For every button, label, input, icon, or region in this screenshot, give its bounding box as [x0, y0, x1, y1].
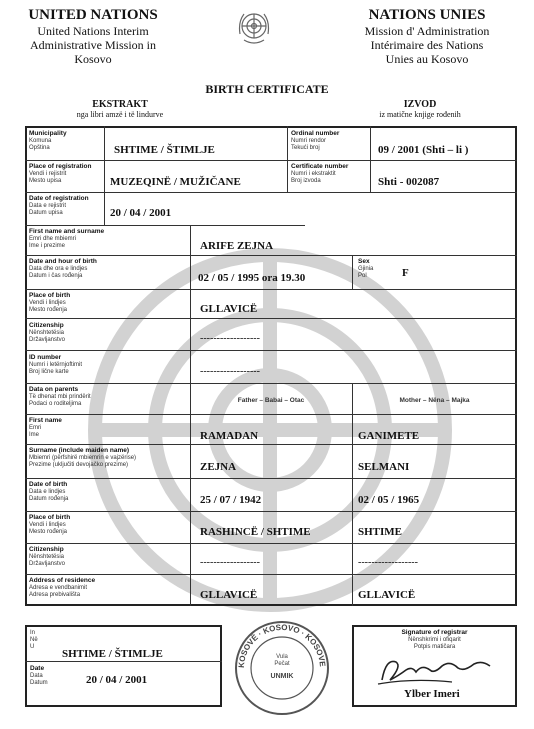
mother-citizenship: ------------------: [358, 557, 418, 568]
father-surname: ZEJNA: [200, 461, 237, 473]
issue-date-label: Date Data Datum: [30, 665, 48, 686]
father-citizenship: ------------------: [200, 557, 260, 568]
father-dob: 25 / 07 / 1942: [200, 494, 262, 506]
parent-address-label: Address of residence Adresa e vendbanimit Adresa prebivališta: [29, 577, 96, 598]
svg-text:KOSOVË · KOSOVO · KOSOVE: KOSOVË · KOSOVO · KOSOVE: [236, 622, 328, 669]
official-stamp-icon: [232, 618, 332, 718]
ekstrakt-label: EKSTRAKT nga libri amzë i të lindurve: [76, 99, 164, 119]
ordinal-value: 09 / 2001 (Shti – li ): [378, 144, 469, 156]
un-emblem-icon: [234, 8, 274, 48]
id-label: ID number Numri i letërnjoftimit Broj lične karte: [29, 354, 83, 375]
un-title-fr: NATIONS UNIES: [368, 7, 486, 23]
un-fr-line-3: Unies au Kosovo: [385, 52, 469, 66]
father-header: Father – Babai – Otac: [237, 397, 305, 404]
un-line-2: Administrative Mission in: [30, 38, 156, 52]
header-left: [18, 7, 168, 66]
municipality-label: Municipality Komuna Opština: [29, 130, 67, 151]
un-fr-line-2: Intérimaire des Nations: [370, 38, 484, 52]
certificate-value: Shti - 002087: [378, 176, 440, 188]
mother-surname: SELMANI: [358, 461, 410, 473]
parent-dob-label: Date of birth Data e lindjes Datum rođenja: [29, 481, 69, 502]
izvod-label: IZVOD iz matične knjige rođenih: [379, 99, 461, 119]
registrar-signature-icon: [372, 650, 502, 690]
document-title: BIRTH CERTIFICATE: [205, 82, 329, 96]
father-firstname: RAMADAN: [200, 430, 259, 442]
date-registration-value: 20 / 04 / 2001: [110, 207, 172, 219]
certificate-label: Certificate number Numri i ekstraktit Broj izvoda: [291, 163, 349, 184]
parent-citizenship-label: Citizenship Nënshtetësia Državljanstvo: [29, 546, 66, 567]
parent-pob-label: Place of birth Vendi i lindjes Mesto rođenja: [29, 514, 71, 535]
un-fr-line-1: Mission d' Administration: [364, 24, 490, 38]
sex-label: Sex Gjinia Pol: [358, 258, 374, 279]
date-registration-label: Date of registration Data e rejistrit Datum upisa: [29, 195, 89, 216]
sex-value: F: [402, 267, 409, 279]
name-value: ARIFE ZEJNA: [200, 240, 274, 252]
citizenship-value: ------------------: [200, 333, 260, 344]
mother-dob: 02 / 05 / 1965: [358, 494, 420, 506]
mother-pob: SHTIME: [358, 526, 403, 538]
name-label: First name and surname Emri dhe mbiemri Ime i prezime: [29, 228, 105, 249]
svg-text:Pečat: Pečat: [274, 661, 290, 667]
svg-text:Vula: Vula: [276, 654, 288, 660]
registrar-name: Ylber Imeri: [404, 688, 460, 700]
issue-place-value: SHTIME / ŠTIMLJE: [62, 648, 163, 660]
mother-firstname: GANIMETE: [358, 430, 420, 442]
place-registration-value: MUZEQINË / MUŽIČANE: [110, 176, 241, 188]
issue-box: [25, 625, 222, 707]
svg-text:UNMIK: UNMIK: [270, 673, 294, 680]
parent-surname-label: Surname (include maiden name) Mbiemri (përfshirë mbiemrin e vajzërise) Prezime (uključiti devojačko prezime): [29, 447, 137, 468]
signature-label: Signature of registrar Nënshkrimi i ofiqarit Potpis matičara: [401, 629, 468, 650]
mother-header: Mother – Nëna – Majka: [399, 397, 470, 404]
ordinal-label: Ordinal number Numri rendor Tekući broj: [291, 130, 340, 151]
pob-value: GLLAVICË: [200, 303, 258, 315]
parents-label: Data on parents Të dhenat mbi prindërit Podaci o roditeljima: [29, 386, 91, 407]
dob-label: Date and hour of birth Data dhe ora e lindjes Datum i čas rođenja: [29, 258, 97, 279]
issue-date-value: 20 / 04 / 2001: [86, 674, 148, 686]
place-registration-label: Place of registration Vendi i rejistrit Mesto upisa: [29, 163, 92, 184]
header-right: [352, 7, 502, 66]
un-line-1: United Nations Interim: [37, 24, 149, 38]
un-line-3: Kosovo: [74, 52, 112, 66]
parent-firstname-label: First name Emri Ime: [29, 417, 62, 438]
un-title-en: UNITED NATIONS: [28, 7, 158, 23]
father-pob: RASHINCË / SHTIME: [200, 526, 311, 538]
issue-place-label: In Në U: [30, 630, 38, 650]
father-address: GLLAVICË: [200, 589, 258, 601]
pob-label: Place of birth Vendi i lindjes Mesto rođenja: [29, 292, 71, 313]
dob-value: 02 / 05 / 1995 ora 19.30: [198, 272, 306, 284]
municipality-value: SHTIME / ŠTIMLJE: [114, 144, 215, 156]
citizenship-label: Citizenship Nënshtetësia Državljanstvo: [29, 322, 66, 343]
id-value: ------------------: [200, 366, 260, 377]
mother-address: GLLAVICË: [358, 589, 416, 601]
